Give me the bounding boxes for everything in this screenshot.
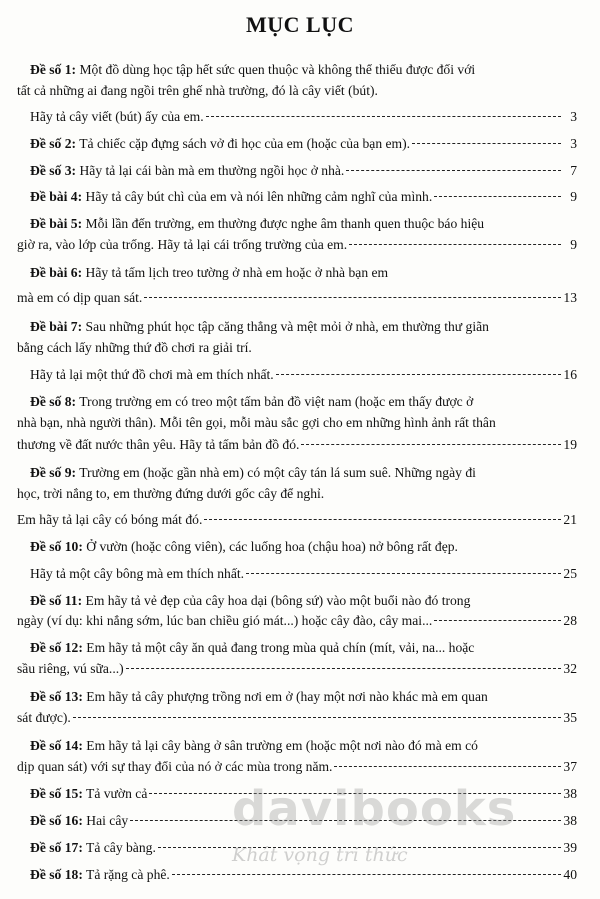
- page-number: 9: [570, 237, 577, 252]
- page-number: 38: [563, 813, 577, 828]
- page-number: 13: [563, 290, 577, 305]
- page-title: MỤC LỤC: [246, 12, 354, 37]
- leader-dots: [204, 519, 561, 520]
- page-number: 39: [563, 840, 577, 855]
- toc-row-2[interactable]: Đề số 2: Tả chiếc cặp đựng sách vở đi học của em (hoặc của bạn em). 3: [30, 136, 577, 151]
- entry-8-line1: Đề số 8: Trong trường em có treo một tấm bản đồ việt nam (hoặc em thấy được ở: [30, 394, 474, 409]
- page-number: 37: [563, 759, 577, 774]
- leader-dots: [206, 116, 561, 117]
- toc-row-15[interactable]: Đề số 15: Tả vườn cả 38: [30, 786, 577, 801]
- entry-5-line1: Đề bài 5: Mỗi lần đến trường, em thường được nghe âm thanh quen thuộc báo hiệu: [30, 216, 485, 231]
- toc-row-10[interactable]: Hãy tả một cây bông mà em thích nhất. 25: [30, 566, 577, 581]
- leader-dots: [349, 244, 561, 245]
- entry-7-line1: Đề bài 7: Sau những phút học tập căng thẳng và mệt mỏi ở nhà, em thường thư giãn: [30, 319, 489, 334]
- leader-dots: [158, 847, 561, 848]
- entry-1-line2: tất cả những ai đang ngồi trên ghế nhà trường, đó là cây viết (bút).: [17, 83, 378, 98]
- leader-dots: [144, 297, 561, 298]
- toc-row-9[interactable]: Em hãy tả lại cây có bóng mát đó. 21: [17, 512, 577, 527]
- watermark-logo: davibooks: [232, 781, 517, 837]
- page-number: 25: [563, 566, 577, 581]
- leader-dots: [334, 766, 561, 767]
- toc-row-7[interactable]: Hãy tả lại một thứ đồ chơi mà em thích nhất. 16: [30, 367, 577, 382]
- page-number: 16: [563, 367, 577, 382]
- leader-dots: [346, 170, 561, 171]
- page-number: 19: [563, 437, 577, 452]
- leader-dots: [126, 668, 561, 669]
- toc-row-12[interactable]: sầu riêng, vú sữa...) 32: [17, 661, 577, 676]
- leader-dots: [301, 444, 561, 445]
- entry-10-line1: Đề số 10: Ở vườn (hoặc công viên), các luống hoa (chậu hoa) nở bông rất đẹp.: [30, 539, 458, 554]
- page-number: 38: [563, 786, 577, 801]
- page-number: 7: [570, 163, 577, 178]
- leader-dots: [412, 143, 561, 144]
- watermark-slogan: Khát vọng tri thức: [232, 844, 408, 866]
- entry-12-line1: Đề số 12: Em hãy tả một cây ăn quả đang trong mùa quả chín (mít, vải, na... hoặc: [30, 640, 475, 655]
- toc-row-13[interactable]: sát được). 35: [17, 710, 577, 725]
- leader-dots: [73, 717, 561, 718]
- entry-11-line1: Đề số 11: Em hãy tả vẻ đẹp của cây hoa dại (bông sứ) vào một buổi nào đó trong: [30, 593, 471, 608]
- page-number: 21: [563, 512, 577, 527]
- leader-dots: [276, 374, 561, 375]
- toc-row-5[interactable]: giờ ra, vào lớp của trống. Hãy tả lại cái trống trường của em. 9: [17, 237, 577, 252]
- leader-dots: [172, 874, 561, 875]
- entry-14-line1: Đề số 14: Em hãy tả lại cây bàng ở sân trường em (hoặc một nơi nào đó mà em có: [30, 738, 478, 753]
- entry-8-line2: nhà bạn, nhà người thân). Mỗi tên gọi, mỗi màu sắc gợi cho em những hình ảnh rất thân: [17, 415, 496, 430]
- page-number: 35: [563, 710, 577, 725]
- entry-13-line1: Đề số 13: Em hãy tả cây phượng trồng nơi em ở (hay một nơi nào khác mà em quan: [30, 689, 488, 704]
- toc-row-17[interactable]: Đề số 17: Tả cây bàng. 39: [30, 840, 577, 855]
- leader-dots: [130, 820, 561, 821]
- entry-9-line2: học, trời nắng to, em thường đứng dưới gốc cây để nghỉ.: [17, 486, 325, 501]
- leader-dots: [434, 620, 561, 621]
- entry-9-line1: Đề số 9: Trường em (hoặc gần nhà em) có một cây tán lá sum suê. Những ngày đi: [30, 465, 476, 480]
- toc-row-3[interactable]: Đề số 3: Hãy tả lại cái bàn mà em thường ngồi học ở nhà. 7: [30, 163, 577, 178]
- page-number: 9: [570, 189, 577, 204]
- entry-7-line2: bằng cách lấy những thứ đồ chơi ra giải trí.: [17, 340, 252, 355]
- page-number: 28: [563, 613, 577, 628]
- leader-dots: [246, 573, 561, 574]
- toc-row-14[interactable]: dịp quan sát) với sự thay đổi của nó ở các mùa trong năm. 37: [17, 759, 577, 774]
- leader-dots: [149, 793, 561, 794]
- toc-row-6[interactable]: mà em có dịp quan sát. 13: [17, 290, 577, 305]
- toc-row-8[interactable]: thương về đất nước thân yêu. Hãy tả tấm bản đồ đó. 19: [17, 437, 577, 452]
- toc-row-11[interactable]: ngày (ví dụ: khi nắng sớm, lúc ban chiều gió mát...) hoặc cây đào, cây mai... 28: [17, 613, 577, 628]
- toc-row-18[interactable]: Đề số 18: Tả rặng cà phê. 40: [30, 867, 577, 882]
- page-number: 32: [563, 661, 577, 676]
- page-number: 40: [563, 867, 577, 882]
- toc-row-4[interactable]: Đề bài 4: Hãy tả cây bút chì của em và nói lên những cảm nghĩ của mình. 9: [30, 189, 577, 204]
- leader-dots: [434, 196, 561, 197]
- page-number: 3: [570, 109, 577, 124]
- toc-row-1[interactable]: Hãy tả cây viết (bút) ấy của em. 3: [30, 109, 577, 124]
- entry-6-line1: Đề bài 6: Hãy tả tấm lịch treo tường ở nhà em hoặc ở nhà bạn em: [30, 265, 389, 280]
- toc-row-16[interactable]: Đề số 16: Hai cây 38: [30, 813, 577, 828]
- entry-1-line1: Đề số 1: Một đồ dùng học tập hết sức quen thuộc và không thể thiếu được đối với: [30, 62, 476, 77]
- page-number: 3: [570, 136, 577, 151]
